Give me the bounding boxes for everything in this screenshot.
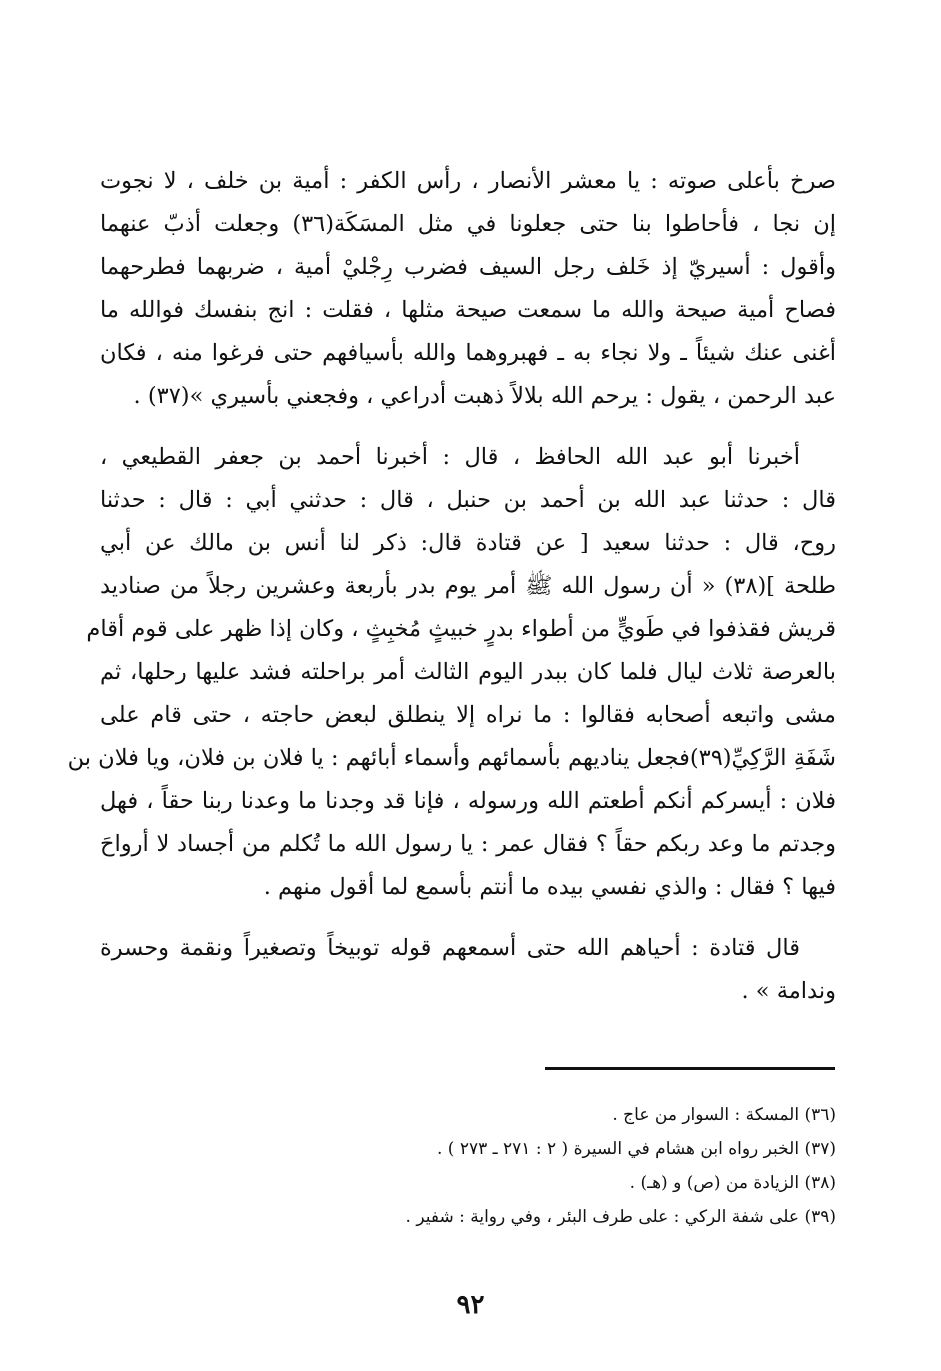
paragraph-1 — [100, 160, 836, 418]
text-line: فلان : أيسركم أنكم أطعتم الله ورسوله ، فإنا قد وجدنا ما وعدنا ربنا حقاً ، فهل — [100, 788, 836, 814]
text-line: قال قتادة : أحياهم الله حتى أسمعهم قوله توبيخاً وتصغيراً ونقمة وحسرة — [100, 935, 800, 961]
text-line: فيها ؟ فقال : والذي نفسي بيده ما أنتم بأسمع لما أقول منهم . — [263, 874, 836, 900]
paragraph-3 — [100, 927, 836, 1013]
footnote-39: (٣٩) على شفة الركي : على طرف البئر ، وفي رواية : شفير . — [405, 1207, 836, 1227]
footnote-37: (٣٧) الخبر رواه ابن هشام في السيرة ( ٢ : ٢٧١ ـ ٢٧٣ ) . — [437, 1139, 836, 1159]
text-line: شَفَةِ الرَّكِيِّ(٣٩)فجعل يناديهم بأسمائهم وأسماء أبائهم : يا فلان بن فلان، ويا فلان بن — [67, 745, 836, 771]
text-line: قريش فقذفوا في طَويٍّ من أطواء بدرٍ خبيثٍ مُخبِثٍ ، وكان إذا ظهر على قوم أقام — [86, 616, 836, 642]
text-line: روح، قال : حدثنا سعيد [ عن قتادة قال: ذكر لنا أنس بن مالك عن أبي — [100, 530, 836, 556]
text-line: أغنى عنك شيئاً ـ ولا نجاء به ـ فهبروهما والله بأسيافهم حتى فرغوا منه ، فكان — [100, 340, 836, 366]
text-line: أخبرنا أبو عبد الله الحافظ ، قال : أخبرنا أحمد بن جعفر القطيعي ، — [100, 444, 800, 470]
text-line: فصاح أمية صيحة والله ما سمعت صيحة مثلها ، فقلت : انج بنفسك فوالله ما — [100, 297, 836, 323]
text-line: إن نجا ، فأحاطوا بنا حتى جعلونا في مثل المسَكَة(٣٦) وجعلت أذبّ عنهما — [100, 211, 836, 237]
paragraph-2 — [67, 436, 837, 909]
text-line: صرخ بأعلى صوته : يا معشر الأنصار ، رأس الكفر : أمية بن خلف ، لا نجوت — [100, 168, 836, 194]
text-line: وأقول : أسيريّ إذ خَلف رجل السيف فضرب رِجْليْ أمية ، ضربهما فطرحهما — [100, 254, 836, 280]
text-line: مشى واتبعه أصحابه فقالوا : ما نراه إلا ينطلق لبعض حاجته ، حتى قام على — [100, 702, 836, 728]
footnote-38: (٣٨) الزيادة من (ص) و (هـ) . — [629, 1173, 836, 1193]
text-line: وندامة » . — [741, 978, 836, 1004]
main-text — [67, 160, 837, 1013]
text-line: قال : حدثنا عبد الله بن أحمد بن حنبل ، قال : حدثني أبي : قال : حدثنا — [100, 487, 836, 513]
footnote-36: (٣٦) المسكة : السوار من عاج . — [612, 1105, 836, 1125]
footnote-separator — [545, 1067, 835, 1070]
text-line: وجدتم ما وعد ربكم حقاً ؟ فقال عمر : يا رسول الله ما تُكلم من أجساد لا أرواحَ — [100, 831, 836, 857]
text-line: طلحة ](٣٨) « أن رسول الله ﷺ أمر يوم بدر بأربعة وعشرين رجلاً من صناديد — [100, 573, 837, 599]
text-line: عبد الرحمن ، يقول : يرحم الله بلالاً ذهبت أدراعي ، وفجعني بأسيري »(٣٧) . — [133, 383, 836, 409]
page-number: ٩٢ — [456, 1290, 485, 1320]
footnotes — [100, 1098, 836, 1234]
text-line: بالعرصة ثلاث ليال فلما كان ببدر اليوم الثالث أمر براحلته فشد عليها رحلها، ثم — [100, 659, 836, 685]
